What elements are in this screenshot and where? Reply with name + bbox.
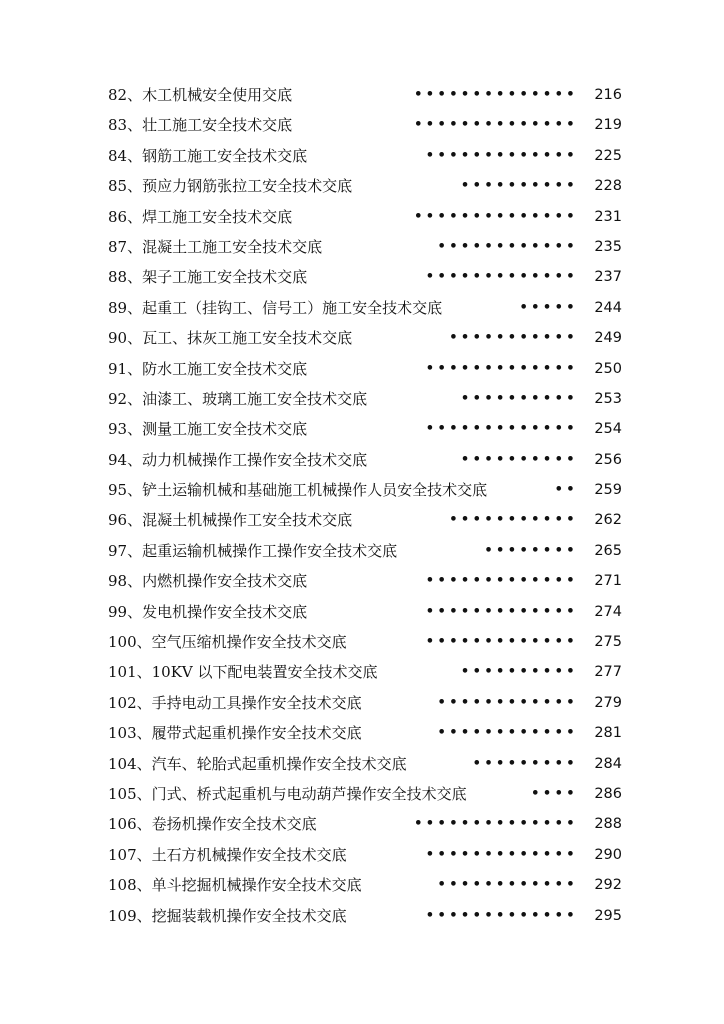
toc-page-number: 279 [594, 694, 622, 711]
toc-page-number: 262 [594, 512, 622, 529]
toc-entry-title: 107、土石方机械操作安全技术交底 [108, 845, 347, 864]
toc-entry [108, 171, 622, 201]
toc-entry-title: 91、防水工施工安全技术交底 [108, 359, 308, 378]
toc-page-number: 249 [594, 330, 622, 347]
toc-dot-leader: •••••••• [484, 542, 578, 558]
toc-entry [108, 384, 622, 414]
toc-page-number: 274 [594, 603, 622, 620]
toc-entry [108, 445, 622, 475]
toc-page-number: 244 [594, 299, 622, 316]
toc-page-number: 295 [594, 907, 622, 924]
toc-entry-title: 94、动力机械操作工操作安全技术交底 [108, 450, 368, 469]
toc-entry-title: 93、测量工施工安全技术交底 [108, 420, 308, 439]
toc-entry-title: 82、木工机械安全使用交底 [108, 86, 293, 104]
toc-dot-leader: ••••••••••••• [425, 846, 578, 862]
toc-entry-title: 95、铲土运输机械和基础施工机械操作人员安全技术交底 [108, 481, 488, 500]
toc-dot-leader: ••••••••••••• [425, 907, 578, 923]
toc-page-number: 281 [594, 725, 622, 742]
toc-dot-leader: •••••••••••• [437, 725, 578, 741]
toc-entry [108, 566, 622, 596]
toc-page-number: 231 [594, 208, 622, 225]
toc-entry [108, 536, 622, 566]
toc-dot-leader: ••••••••••••• [425, 573, 578, 589]
toc-entry-title: 96、混凝土机械操作工安全技术交底 [108, 511, 353, 530]
toc-entry [108, 232, 622, 262]
toc-dot-leader: ••••••••••••• [425, 269, 578, 285]
toc-entry [108, 475, 622, 505]
toc-entry [108, 749, 622, 779]
toc-page-number: 254 [594, 421, 622, 438]
toc-dot-leader: •••••••••• [460, 451, 578, 467]
toc-entry [108, 414, 622, 444]
toc-dot-leader: ••••••••••••• [425, 360, 578, 376]
toc-entry [108, 141, 622, 171]
toc-page-number: 292 [594, 877, 622, 894]
toc-dot-leader: •••••••••• [460, 178, 578, 194]
toc-dot-leader: ••••••••• [472, 755, 578, 771]
toc-page-number: 290 [594, 846, 622, 863]
toc-entry-title: 103、履带式起重机操作安全技术交底 [108, 724, 362, 743]
toc-entry [108, 323, 622, 353]
toc-entry [108, 293, 622, 323]
toc-page-number: 219 [594, 117, 622, 134]
toc-dot-leader: •••••••••••••• [414, 87, 578, 102]
toc-entry-title: 88、架子工施工安全技术交底 [108, 268, 308, 287]
toc-page-number: 259 [594, 482, 622, 499]
toc-entry [108, 840, 622, 870]
toc-page-number: 237 [594, 269, 622, 286]
toc-entry-title: 109、挖掘装载机操作安全技术交底 [108, 906, 347, 925]
toc-entry [108, 597, 622, 627]
toc-dot-leader: ••••••••••• [449, 512, 578, 528]
toc-page-number: 253 [594, 390, 622, 407]
toc-page-number: 250 [594, 360, 622, 377]
toc-entry-title: 85、预应力钢筋张拉工安全技术交底 [108, 177, 353, 196]
toc-dot-leader: •••••••••••••• [414, 117, 578, 133]
toc-dot-leader: •••••••••• [460, 664, 578, 680]
toc-entry [108, 110, 622, 140]
toc-entry [108, 262, 622, 292]
toc-page-number: 277 [594, 664, 622, 681]
toc-entry-title: 104、汽车、轮胎式起重机操作安全技术交底 [108, 754, 407, 773]
toc-entry-title: 90、瓦工、抹灰工施工安全技术交底 [108, 329, 353, 348]
toc-dot-leader: ••••••••••• [449, 330, 578, 346]
toc-dot-leader: •••••••••••• [437, 694, 578, 710]
toc-dot-leader: •••••••••••••• [414, 816, 578, 832]
toc-entry [108, 809, 622, 839]
toc-entry-title: 83、壮工施工安全技术交底 [108, 116, 293, 135]
toc-entry-title: 87、混凝土工施工安全技术交底 [108, 237, 323, 256]
toc-entry [108, 779, 622, 809]
toc-entry [108, 688, 622, 718]
toc-page-number: 228 [594, 178, 622, 195]
toc-dot-leader: ••••••••••••• [425, 421, 578, 437]
toc-entry-title: 92、油漆工、玻璃工施工安全技术交底 [108, 389, 368, 408]
toc-entry [108, 202, 622, 232]
toc-page-number: 284 [594, 755, 622, 772]
toc-dot-leader: •••••••••• [460, 390, 578, 406]
toc-entry-title: 100、空气压缩机操作安全技术交底 [108, 633, 347, 652]
toc-entry-title: 106、卷扬机操作安全技术交底 [108, 815, 317, 834]
toc-page-number: 275 [594, 634, 622, 651]
toc-dot-leader: •••• [531, 785, 578, 801]
toc-dot-leader: ••••••••••••• [425, 147, 578, 163]
toc-page-number: 286 [594, 785, 622, 802]
toc-entry-title: 105、门式、桥式起重机与电动葫芦操作安全技术交底 [108, 784, 467, 803]
toc-dot-leader: ••••••••••••• [425, 603, 578, 619]
toc-entry-title: 101、10KV 以下配电装置安全技术交底 [108, 663, 378, 682]
toc-entry [108, 354, 622, 384]
toc-dot-leader: •••••••••••• [437, 238, 578, 254]
toc-dot-leader: ••••••••••••• [425, 634, 578, 650]
toc-dot-leader: ••••• [519, 299, 578, 315]
toc-entry [108, 505, 622, 535]
toc-page-number: 265 [594, 542, 622, 559]
toc-entry [108, 870, 622, 900]
toc-page-number: 225 [594, 147, 622, 164]
toc-dot-leader: •••••••••••••• [414, 208, 578, 224]
toc-entry-title: 97、起重运输机械操作工操作安全技术交底 [108, 541, 398, 560]
toc-entry-title: 89、起重工（挂钩工、信号工）施工安全技术交底 [108, 298, 443, 317]
toc-entry [108, 657, 622, 687]
toc-page-number: 288 [594, 816, 622, 833]
toc-entry [108, 901, 622, 931]
toc-page-number: 216 [594, 87, 622, 103]
toc-entry-title: 84、钢筋工施工安全技术交底 [108, 146, 308, 165]
toc-entry-title: 98、内燃机操作安全技术交底 [108, 572, 308, 591]
toc-entry-title: 86、焊工施工安全技术交底 [108, 207, 293, 226]
table-of-contents [108, 80, 622, 931]
toc-dot-leader: •• [554, 482, 578, 498]
toc-dot-leader: •••••••••••• [437, 877, 578, 893]
toc-entry-title: 102、手持电动工具操作安全技术交底 [108, 693, 362, 712]
toc-page-number: 256 [594, 451, 622, 468]
toc-page-number: 235 [594, 238, 622, 255]
toc-entry-title: 99、发电机操作安全技术交底 [108, 602, 308, 621]
toc-page-number: 271 [594, 573, 622, 590]
toc-entry-title: 108、单斗挖掘机械操作安全技术交底 [108, 876, 362, 895]
toc-entry [108, 627, 622, 657]
toc-entry [108, 718, 622, 748]
toc-entry [108, 80, 622, 110]
